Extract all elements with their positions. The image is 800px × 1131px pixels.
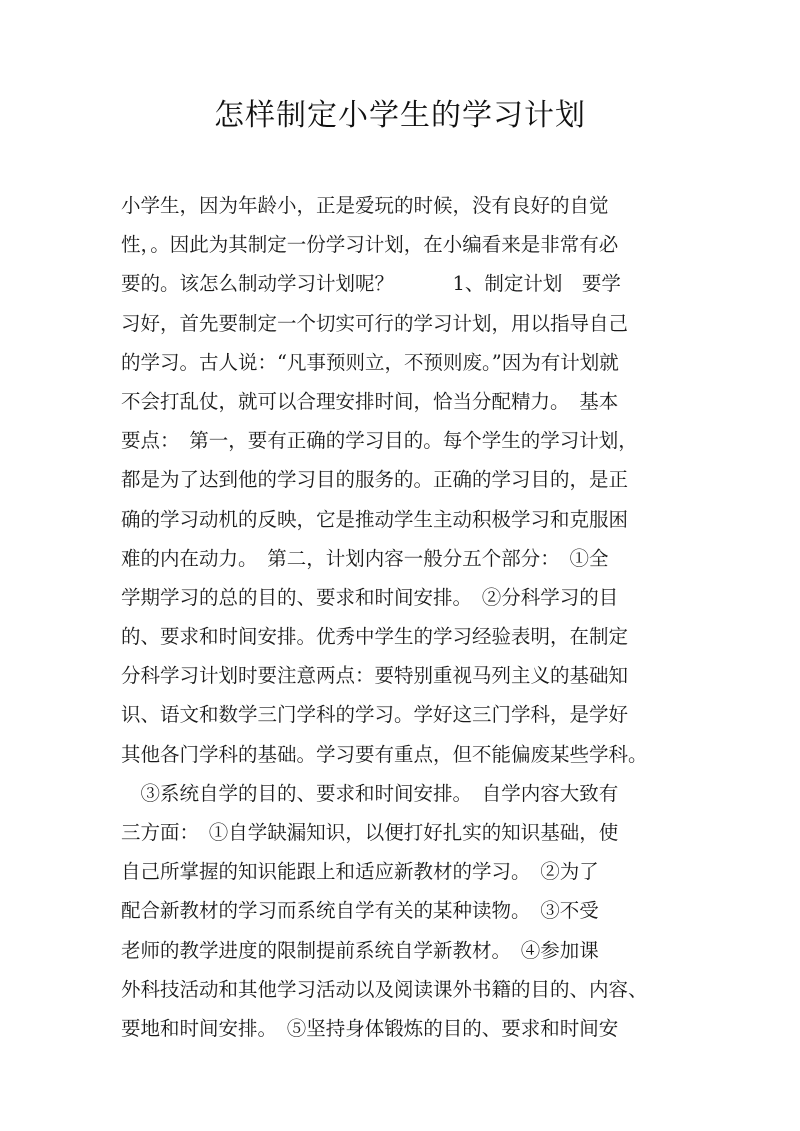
text-line: 都是为了达到他的学习目的服务的。正确的学习目的，是正 — [121, 468, 629, 492]
text-line: 要点： 第一，要有正确的学习目的。每个学生的学习计划， — [121, 429, 638, 453]
text-line: 其他各门学科的基础。学习要有重点，但不能偏废某些学科。 — [121, 742, 648, 766]
text-line: 三方面： ①自学缺漏知识，以便打好扎实的知识基础，使 — [121, 821, 619, 844]
text-line: 配合新教材的学习而系统自学有关的某种读物。 ③不受 — [121, 899, 599, 923]
text-line: 的学习。古人说：“凡事预则立，不预则废。”因为有计划就 — [121, 350, 619, 374]
text-line: 小学生，因为年龄小，正是爱玩的时候，没有良好的自觉 — [121, 194, 609, 217]
text-line: 性，。因此为其制定一份学习计划，在小编看来是非常有必 — [121, 233, 619, 257]
body-paragraph — [121, 186, 681, 1048]
text-line: 外科技活动和其他学习活动以及阅读课外书籍的目的、内容、 — [121, 977, 648, 1001]
text-line: 分科学习计划时要注意两点：要特别重视马列主义的基础知 — [121, 664, 629, 688]
text-line: 习好，首先要制定一个切实可行的学习计划，用以指导自己 — [121, 311, 629, 335]
text-line: 自己所掌握的知识能跟上和适应新教材的学习。 ②为了 — [121, 860, 599, 884]
text-line: 难的内在动力。 第二，计划内容一般分五个部分： ①全 — [121, 546, 609, 570]
text-line: 确的学习动机的反映，它是推动学生主动积极学习和克服困 — [121, 507, 629, 531]
text-line: 识、语文和数学三门学科的学习。学好这三门学科，是学好 — [121, 703, 629, 727]
text-line: 老师的教学进度的限制提前系统自学新教材。 ④参加课 — [121, 938, 599, 962]
text-line: 要的。该怎么制动学习计划呢？ 1、制定计划 要学 — [121, 272, 621, 296]
text-line: 要地和时间安排。 ⑤坚持身体锻炼的目的、要求和时间安 — [121, 1016, 619, 1040]
text-line: ③系统自学的目的、要求和时间安排。 自学内容大致有 — [121, 781, 619, 805]
text-line: 学期学习的总的目的、要求和时间安排。 ②分科学习的目 — [121, 585, 619, 609]
page-title: 怎样制定小学生的学习计划 — [214, 98, 586, 133]
text-line: 的、要求和时间安排。优秀中学生的学习经验表明，在制定 — [121, 625, 629, 649]
text-line: 不会打乱仗，就可以合理安排时间，恰当分配精力。 基本 — [121, 389, 619, 413]
